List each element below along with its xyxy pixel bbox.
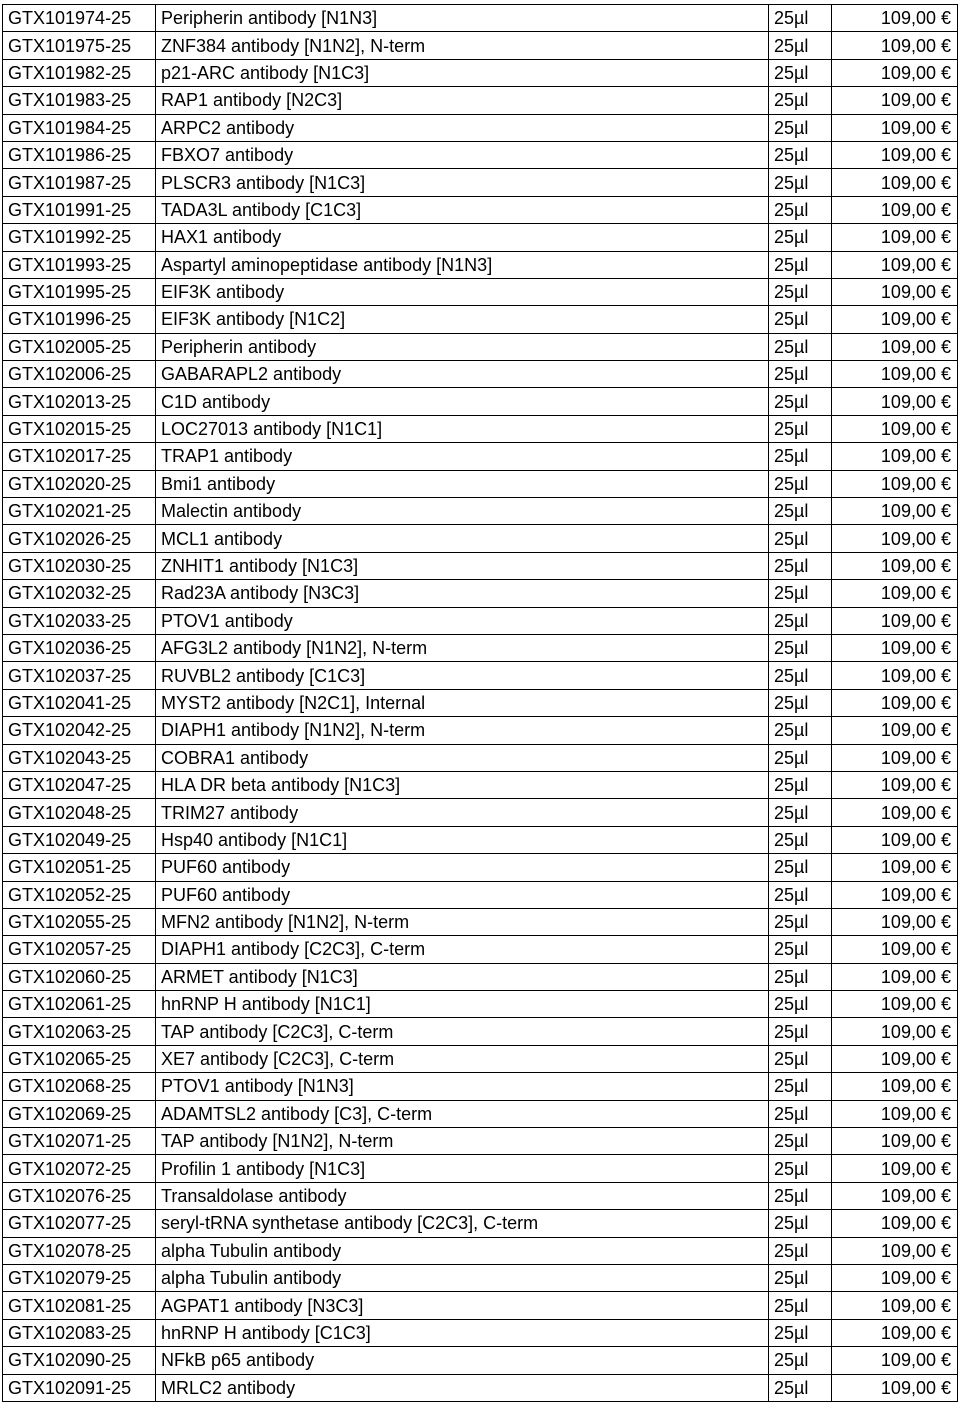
price-cell: 109,00 € xyxy=(832,771,958,798)
table-row xyxy=(3,854,958,881)
price-cell: 109,00 € xyxy=(832,1264,958,1291)
price-cell: 109,00 € xyxy=(832,908,958,935)
product-name-cell: hnRNP H antibody [C1C3] xyxy=(156,1319,769,1346)
volume-cell: 25µl xyxy=(769,1182,832,1209)
table-row xyxy=(3,224,958,251)
volume-cell: 25µl xyxy=(769,114,832,141)
product-name-cell: TAP antibody [N1N2], N-term xyxy=(156,1128,769,1155)
table-row xyxy=(3,717,958,744)
price-cell: 109,00 € xyxy=(832,991,958,1018)
volume-cell: 25µl xyxy=(769,991,832,1018)
product-name-cell: ZNHIT1 antibody [N1C3] xyxy=(156,552,769,579)
product-code-cell: GTX102052-25 xyxy=(3,881,156,908)
product-name-cell: COBRA1 antibody xyxy=(156,744,769,771)
product-code-cell: GTX102057-25 xyxy=(3,936,156,963)
price-cell: 109,00 € xyxy=(832,662,958,689)
table-row xyxy=(3,580,958,607)
volume-cell: 25µl xyxy=(769,854,832,881)
product-name-cell: AGPAT1 antibody [N3C3] xyxy=(156,1292,769,1319)
table-row xyxy=(3,1319,958,1346)
product-code-cell: GTX102047-25 xyxy=(3,771,156,798)
price-cell: 109,00 € xyxy=(832,251,958,278)
product-name-cell: ARMET antibody [N1C3] xyxy=(156,963,769,990)
table-row xyxy=(3,169,958,196)
volume-cell: 25µl xyxy=(769,5,832,32)
price-cell: 109,00 € xyxy=(832,634,958,661)
volume-cell: 25µl xyxy=(769,443,832,470)
table-row xyxy=(3,991,958,1018)
volume-cell: 25µl xyxy=(769,196,832,223)
table-row xyxy=(3,87,958,114)
price-cell: 109,00 € xyxy=(832,1073,958,1100)
volume-cell: 25µl xyxy=(769,908,832,935)
product-name-cell: hnRNP H antibody [N1C1] xyxy=(156,991,769,1018)
product-code-cell: GTX101983-25 xyxy=(3,87,156,114)
table-row xyxy=(3,908,958,935)
volume-cell: 25µl xyxy=(769,1073,832,1100)
table-row xyxy=(3,306,958,333)
table-row xyxy=(3,333,958,360)
table-row xyxy=(3,1347,958,1374)
table-row xyxy=(3,634,958,661)
product-name-cell: MCL1 antibody xyxy=(156,525,769,552)
price-cell: 109,00 € xyxy=(832,826,958,853)
volume-cell: 25µl xyxy=(769,333,832,360)
table-row xyxy=(3,388,958,415)
price-cell: 109,00 € xyxy=(832,1210,958,1237)
product-name-cell: PTOV1 antibody [N1N3] xyxy=(156,1073,769,1100)
product-name-cell: HLA DR beta antibody [N1C3] xyxy=(156,771,769,798)
table-row xyxy=(3,415,958,442)
product-name-cell: Malectin antibody xyxy=(156,498,769,525)
product-code-cell: GTX102055-25 xyxy=(3,908,156,935)
table-row xyxy=(3,1155,958,1182)
product-name-cell: TADA3L antibody [C1C3] xyxy=(156,196,769,223)
product-code-cell: GTX102071-25 xyxy=(3,1128,156,1155)
volume-cell: 25µl xyxy=(769,1155,832,1182)
product-code-cell: GTX102036-25 xyxy=(3,634,156,661)
product-code-cell: GTX102026-25 xyxy=(3,525,156,552)
table-row xyxy=(3,1210,958,1237)
price-cell: 109,00 € xyxy=(832,169,958,196)
volume-cell: 25µl xyxy=(769,361,832,388)
table-row xyxy=(3,498,958,525)
product-code-cell: GTX101995-25 xyxy=(3,278,156,305)
product-name-cell: LOC27013 antibody [N1C1] xyxy=(156,415,769,442)
volume-cell: 25µl xyxy=(769,1210,832,1237)
product-code-cell: GTX102017-25 xyxy=(3,443,156,470)
price-cell: 109,00 € xyxy=(832,361,958,388)
product-name-cell: ZNF384 antibody [N1N2], N-term xyxy=(156,32,769,59)
price-cell: 109,00 € xyxy=(832,59,958,86)
product-name-cell: DIAPH1 antibody [C2C3], C-term xyxy=(156,936,769,963)
product-name-cell: EIF3K antibody [N1C2] xyxy=(156,306,769,333)
product-name-cell: FBXO7 antibody xyxy=(156,141,769,168)
product-code-cell: GTX102042-25 xyxy=(3,717,156,744)
product-name-cell: RUVBL2 antibody [C1C3] xyxy=(156,662,769,689)
product-code-cell: GTX101987-25 xyxy=(3,169,156,196)
price-cell: 109,00 € xyxy=(832,5,958,32)
volume-cell: 25µl xyxy=(769,87,832,114)
table-row xyxy=(3,278,958,305)
volume-cell: 25µl xyxy=(769,59,832,86)
product-name-cell: RAP1 antibody [N2C3] xyxy=(156,87,769,114)
price-cell: 109,00 € xyxy=(832,552,958,579)
product-code-cell: GTX102051-25 xyxy=(3,854,156,881)
product-name-cell: Rad23A antibody [N3C3] xyxy=(156,580,769,607)
product-code-cell: GTX101996-25 xyxy=(3,306,156,333)
table-row xyxy=(3,689,958,716)
product-name-cell: TAP antibody [C2C3], C-term xyxy=(156,1018,769,1045)
table-row xyxy=(3,1292,958,1319)
volume-cell: 25µl xyxy=(769,470,832,497)
table-row xyxy=(3,1374,958,1401)
product-name-cell: ARPC2 antibody xyxy=(156,114,769,141)
price-cell: 109,00 € xyxy=(832,1319,958,1346)
price-cell: 109,00 € xyxy=(832,1128,958,1155)
price-cell: 109,00 € xyxy=(832,689,958,716)
volume-cell: 25µl xyxy=(769,1374,832,1401)
product-name-cell: GABARAPL2 antibody xyxy=(156,361,769,388)
product-name-cell: Transaldolase antibody xyxy=(156,1182,769,1209)
product-code-cell: GTX102091-25 xyxy=(3,1374,156,1401)
price-cell: 109,00 € xyxy=(832,1292,958,1319)
table-row xyxy=(3,470,958,497)
volume-cell: 25µl xyxy=(769,1237,832,1264)
product-code-cell: GTX102037-25 xyxy=(3,662,156,689)
volume-cell: 25µl xyxy=(769,607,832,634)
volume-cell: 25µl xyxy=(769,634,832,661)
product-code-cell: GTX102068-25 xyxy=(3,1073,156,1100)
volume-cell: 25µl xyxy=(769,1128,832,1155)
price-cell: 109,00 € xyxy=(832,141,958,168)
price-cell: 109,00 € xyxy=(832,1347,958,1374)
product-name-cell: TRIM27 antibody xyxy=(156,799,769,826)
table-row xyxy=(3,1073,958,1100)
volume-cell: 25µl xyxy=(769,881,832,908)
table-row xyxy=(3,662,958,689)
price-cell: 109,00 € xyxy=(832,443,958,470)
product-name-cell: DIAPH1 antibody [N1N2], N-term xyxy=(156,717,769,744)
volume-cell: 25µl xyxy=(769,415,832,442)
price-cell: 109,00 € xyxy=(832,936,958,963)
volume-cell: 25µl xyxy=(769,717,832,744)
product-code-cell: GTX101984-25 xyxy=(3,114,156,141)
price-cell: 109,00 € xyxy=(832,799,958,826)
table-row xyxy=(3,361,958,388)
product-code-cell: GTX102005-25 xyxy=(3,333,156,360)
table-row xyxy=(3,771,958,798)
product-name-cell: TRAP1 antibody xyxy=(156,443,769,470)
product-name-cell: Peripherin antibody [N1N3] xyxy=(156,5,769,32)
product-code-cell: GTX102030-25 xyxy=(3,552,156,579)
price-cell: 109,00 € xyxy=(832,881,958,908)
product-code-cell: GTX101986-25 xyxy=(3,141,156,168)
price-cell: 109,00 € xyxy=(832,1045,958,1072)
product-name-cell: MRLC2 antibody xyxy=(156,1374,769,1401)
price-list-table xyxy=(2,4,958,1402)
price-cell: 109,00 € xyxy=(832,1182,958,1209)
product-code-cell: GTX102065-25 xyxy=(3,1045,156,1072)
volume-cell: 25µl xyxy=(769,224,832,251)
volume-cell: 25µl xyxy=(769,32,832,59)
product-name-cell: PLSCR3 antibody [N1C3] xyxy=(156,169,769,196)
table-row xyxy=(3,1182,958,1209)
product-code-cell: GTX102006-25 xyxy=(3,361,156,388)
product-name-cell: Hsp40 antibody [N1C1] xyxy=(156,826,769,853)
price-cell: 109,00 € xyxy=(832,1018,958,1045)
price-cell: 109,00 € xyxy=(832,1237,958,1264)
product-code-cell: GTX102021-25 xyxy=(3,498,156,525)
product-code-cell: GTX102015-25 xyxy=(3,415,156,442)
volume-cell: 25µl xyxy=(769,1319,832,1346)
product-code-cell: GTX102083-25 xyxy=(3,1319,156,1346)
product-code-cell: GTX102081-25 xyxy=(3,1292,156,1319)
price-cell: 109,00 € xyxy=(832,278,958,305)
table-row xyxy=(3,881,958,908)
price-cell: 109,00 € xyxy=(832,1100,958,1127)
product-code-cell: GTX102061-25 xyxy=(3,991,156,1018)
product-code-cell: GTX102078-25 xyxy=(3,1237,156,1264)
product-code-cell: GTX101975-25 xyxy=(3,32,156,59)
volume-cell: 25µl xyxy=(769,662,832,689)
product-code-cell: GTX102013-25 xyxy=(3,388,156,415)
price-list-body xyxy=(3,5,958,1402)
product-name-cell: alpha Tubulin antibody xyxy=(156,1264,769,1291)
volume-cell: 25µl xyxy=(769,1264,832,1291)
volume-cell: 25µl xyxy=(769,744,832,771)
volume-cell: 25µl xyxy=(769,552,832,579)
price-cell: 109,00 € xyxy=(832,963,958,990)
product-code-cell: GTX102090-25 xyxy=(3,1347,156,1374)
table-row xyxy=(3,525,958,552)
price-cell: 109,00 € xyxy=(832,498,958,525)
product-name-cell: XE7 antibody [C2C3], C-term xyxy=(156,1045,769,1072)
product-code-cell: GTX101992-25 xyxy=(3,224,156,251)
price-cell: 109,00 € xyxy=(832,87,958,114)
table-row xyxy=(3,936,958,963)
price-cell: 109,00 € xyxy=(832,854,958,881)
price-cell: 109,00 € xyxy=(832,607,958,634)
volume-cell: 25µl xyxy=(769,388,832,415)
volume-cell: 25µl xyxy=(769,1292,832,1319)
product-name-cell: ADAMTSL2 antibody [C3], C-term xyxy=(156,1100,769,1127)
table-row xyxy=(3,1100,958,1127)
product-code-cell: GTX102020-25 xyxy=(3,470,156,497)
price-cell: 109,00 € xyxy=(832,114,958,141)
table-row xyxy=(3,443,958,470)
price-cell: 109,00 € xyxy=(832,333,958,360)
product-code-cell: GTX102063-25 xyxy=(3,1018,156,1045)
volume-cell: 25µl xyxy=(769,141,832,168)
volume-cell: 25µl xyxy=(769,1100,832,1127)
product-name-cell: C1D antibody xyxy=(156,388,769,415)
product-code-cell: GTX102060-25 xyxy=(3,963,156,990)
volume-cell: 25µl xyxy=(769,1018,832,1045)
product-name-cell: MFN2 antibody [N1N2], N-term xyxy=(156,908,769,935)
volume-cell: 25µl xyxy=(769,1045,832,1072)
table-row xyxy=(3,607,958,634)
table-row xyxy=(3,114,958,141)
table-row xyxy=(3,251,958,278)
table-row xyxy=(3,552,958,579)
price-cell: 109,00 € xyxy=(832,744,958,771)
table-row xyxy=(3,59,958,86)
volume-cell: 25µl xyxy=(769,1347,832,1374)
product-name-cell: MYST2 antibody [N2C1], Internal xyxy=(156,689,769,716)
volume-cell: 25µl xyxy=(769,498,832,525)
table-row xyxy=(3,799,958,826)
product-name-cell: NFkB p65 antibody xyxy=(156,1347,769,1374)
product-name-cell: Aspartyl aminopeptidase antibody [N1N3] xyxy=(156,251,769,278)
product-name-cell: HAX1 antibody xyxy=(156,224,769,251)
product-code-cell: GTX102048-25 xyxy=(3,799,156,826)
price-cell: 109,00 € xyxy=(832,306,958,333)
product-name-cell: Profilin 1 antibody [N1C3] xyxy=(156,1155,769,1182)
volume-cell: 25µl xyxy=(769,278,832,305)
product-code-cell: GTX102072-25 xyxy=(3,1155,156,1182)
product-name-cell: Bmi1 antibody xyxy=(156,470,769,497)
volume-cell: 25µl xyxy=(769,580,832,607)
price-cell: 109,00 € xyxy=(832,717,958,744)
product-code-cell: GTX101982-25 xyxy=(3,59,156,86)
price-cell: 109,00 € xyxy=(832,580,958,607)
product-code-cell: GTX102043-25 xyxy=(3,744,156,771)
price-cell: 109,00 € xyxy=(832,196,958,223)
table-row xyxy=(3,5,958,32)
table-row xyxy=(3,744,958,771)
volume-cell: 25µl xyxy=(769,689,832,716)
volume-cell: 25µl xyxy=(769,799,832,826)
table-row xyxy=(3,1237,958,1264)
volume-cell: 25µl xyxy=(769,936,832,963)
product-code-cell: GTX101991-25 xyxy=(3,196,156,223)
product-name-cell: seryl-tRNA synthetase antibody [C2C3], C-term xyxy=(156,1210,769,1237)
volume-cell: 25µl xyxy=(769,306,832,333)
product-name-cell: p21-ARC antibody [N1C3] xyxy=(156,59,769,86)
volume-cell: 25µl xyxy=(769,169,832,196)
price-cell: 109,00 € xyxy=(832,1374,958,1401)
product-name-cell: AFG3L2 antibody [N1N2], N-term xyxy=(156,634,769,661)
table-row xyxy=(3,826,958,853)
volume-cell: 25µl xyxy=(769,963,832,990)
table-row xyxy=(3,141,958,168)
price-cell: 109,00 € xyxy=(832,415,958,442)
product-code-cell: GTX102032-25 xyxy=(3,580,156,607)
table-row xyxy=(3,1018,958,1045)
product-code-cell: GTX101993-25 xyxy=(3,251,156,278)
volume-cell: 25µl xyxy=(769,771,832,798)
product-code-cell: GTX102069-25 xyxy=(3,1100,156,1127)
price-cell: 109,00 € xyxy=(832,1155,958,1182)
product-name-cell: EIF3K antibody xyxy=(156,278,769,305)
volume-cell: 25µl xyxy=(769,251,832,278)
product-code-cell: GTX101974-25 xyxy=(3,5,156,32)
product-name-cell: PUF60 antibody xyxy=(156,854,769,881)
table-row xyxy=(3,1264,958,1291)
table-row xyxy=(3,963,958,990)
price-cell: 109,00 € xyxy=(832,32,958,59)
product-name-cell: Peripherin antibody xyxy=(156,333,769,360)
product-code-cell: GTX102049-25 xyxy=(3,826,156,853)
product-code-cell: GTX102033-25 xyxy=(3,607,156,634)
product-code-cell: GTX102041-25 xyxy=(3,689,156,716)
volume-cell: 25µl xyxy=(769,826,832,853)
product-name-cell: PTOV1 antibody xyxy=(156,607,769,634)
table-row xyxy=(3,196,958,223)
volume-cell: 25µl xyxy=(769,525,832,552)
product-code-cell: GTX102079-25 xyxy=(3,1264,156,1291)
table-row xyxy=(3,1045,958,1072)
table-row xyxy=(3,32,958,59)
product-name-cell: PUF60 antibody xyxy=(156,881,769,908)
table-row xyxy=(3,1128,958,1155)
price-cell: 109,00 € xyxy=(832,224,958,251)
price-cell: 109,00 € xyxy=(832,470,958,497)
price-cell: 109,00 € xyxy=(832,388,958,415)
product-code-cell: GTX102077-25 xyxy=(3,1210,156,1237)
price-cell: 109,00 € xyxy=(832,525,958,552)
product-code-cell: GTX102076-25 xyxy=(3,1182,156,1209)
product-name-cell: alpha Tubulin antibody xyxy=(156,1237,769,1264)
